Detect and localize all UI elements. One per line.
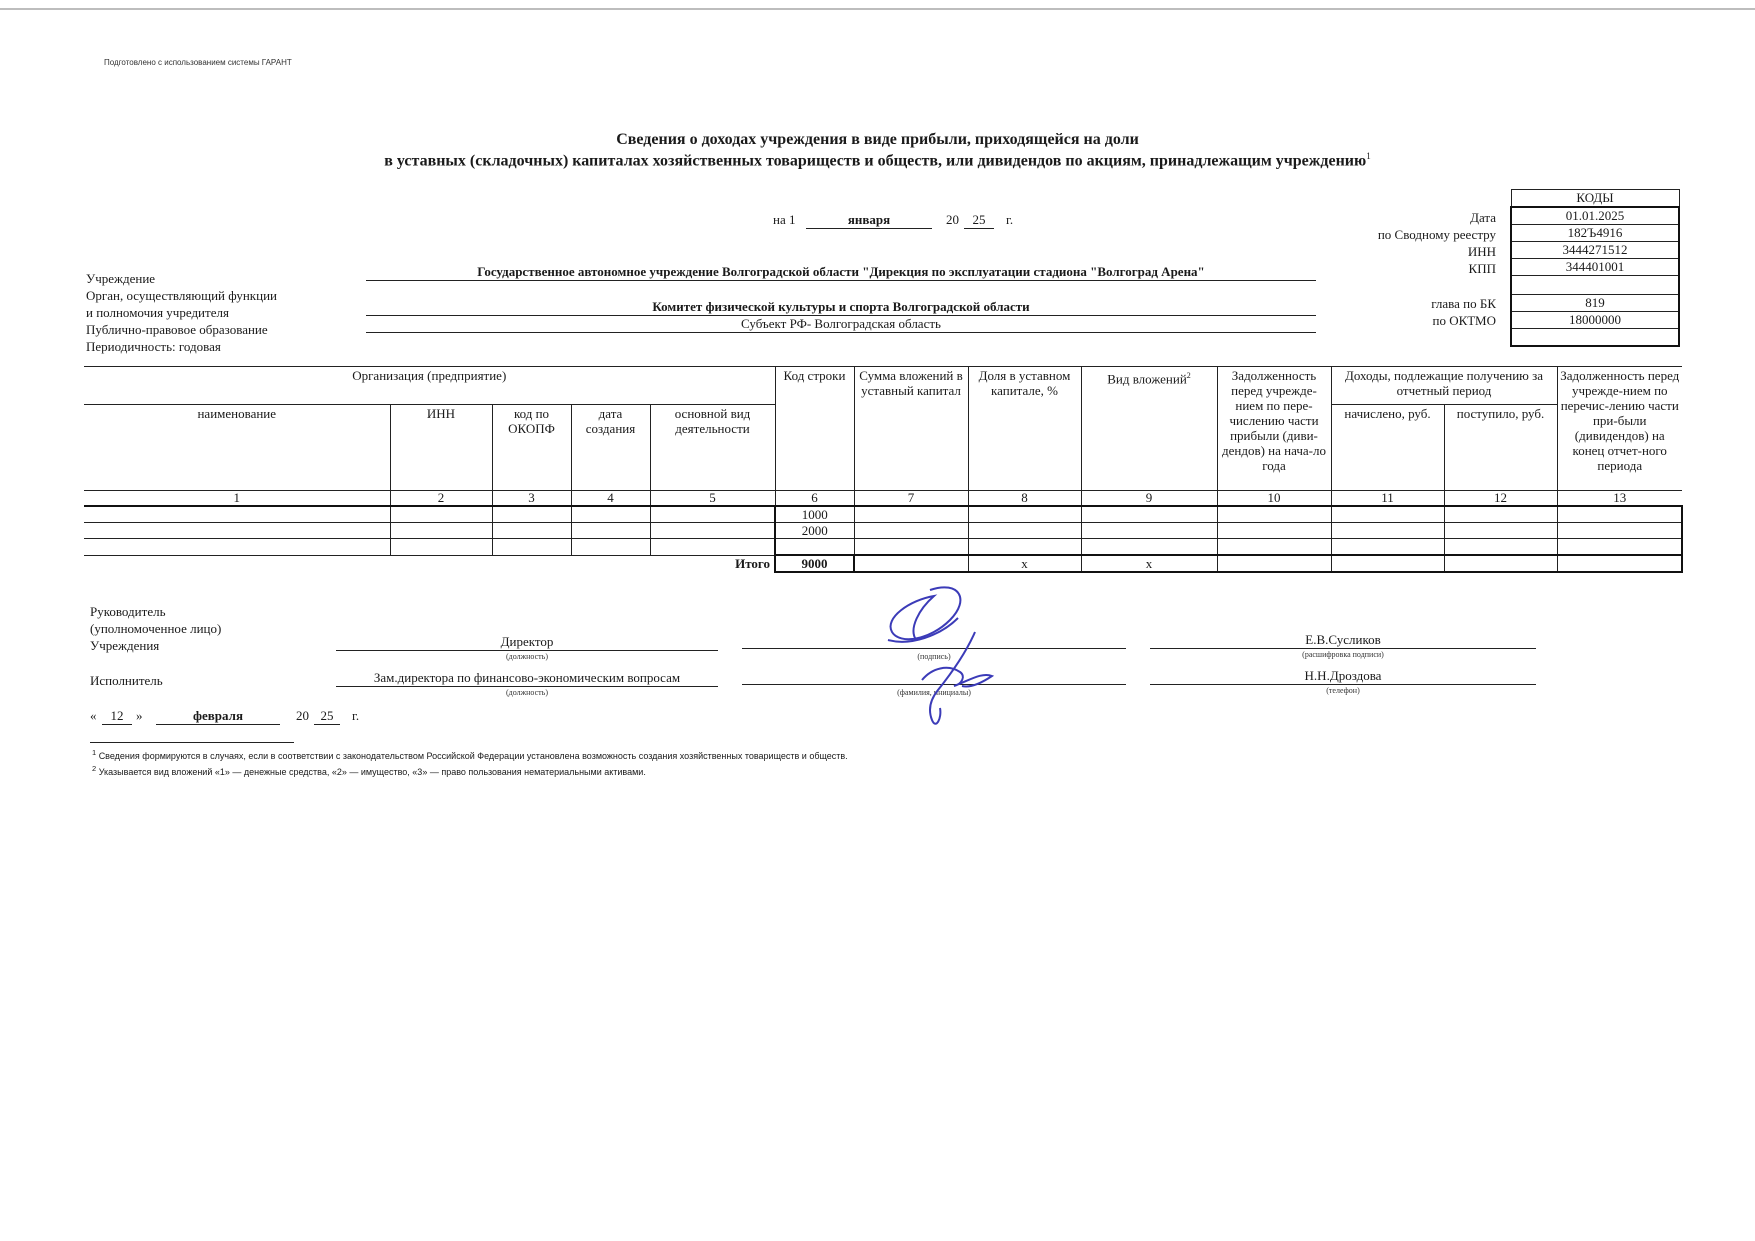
- title-footnote-ref: 1: [1366, 151, 1371, 161]
- code-label-inn: ИНН: [1467, 244, 1496, 259]
- caption-phone: (телефон): [1326, 686, 1360, 695]
- codes-header: КОДЫ: [1511, 190, 1679, 208]
- caption-signature: (подпись): [917, 652, 951, 661]
- cell: [1217, 506, 1331, 523]
- cell: [968, 539, 1081, 556]
- date-year: 25: [964, 212, 994, 229]
- total-row: [84, 555, 1682, 572]
- total-code: 9000: [775, 555, 854, 572]
- cell: [1081, 539, 1217, 556]
- date-month: января: [806, 212, 932, 229]
- cell: [1444, 539, 1557, 556]
- date-suffix: г.: [1006, 212, 1014, 227]
- value-organ: Комитет физической культуры и спорта Волгоградской области: [366, 299, 1316, 316]
- cell: [1331, 506, 1444, 523]
- cell: [390, 539, 492, 556]
- label-organ-2: и полномочия учредителя: [86, 305, 229, 320]
- col-num-6: 6: [775, 491, 854, 507]
- th-accrued: начислено, руб.: [1331, 405, 1444, 491]
- th-investment-kind-text: Вид вложений: [1107, 371, 1187, 387]
- footnote-2-text: Указывается вид вложений «1» — денежные средства, «2» — имущество, «3» — право пользования нематериальными активами.: [98, 767, 646, 777]
- code-label-oktmo: по ОКТМО: [1432, 313, 1496, 328]
- footnote-1-text: Сведения формируются в случаях, если в соответствии с законодательством Российской Федерации установлена возможность создания хозяйственных товариществ и обществ.: [98, 751, 848, 761]
- cell: [492, 539, 571, 556]
- head-name: Е.В.Сусликов: [1150, 632, 1536, 649]
- sig-executor: Исполнитель: [90, 673, 163, 688]
- cell: [650, 523, 775, 539]
- footnote-2: [92, 764, 646, 777]
- caption-decode: (расшифровка подписи): [1302, 650, 1384, 659]
- cell: [571, 523, 650, 539]
- col-num-8: 8: [968, 491, 1081, 507]
- header-note: Подготовлено с использованием системы ГАРАНТ: [104, 58, 292, 67]
- th-activity: основной вид деятельности: [650, 405, 775, 491]
- col-num-2: 2: [390, 491, 492, 507]
- th-debt-start: Задолженность перед учрежде-нием по пере-числению части прибыли (диви-дендов) на нача-ло года: [1217, 367, 1331, 491]
- th-investment-kind: [1081, 367, 1217, 491]
- sign-date-close: »: [136, 708, 143, 723]
- table-row: [84, 539, 1682, 556]
- code-value-empty-2: [1511, 329, 1679, 347]
- cell: [650, 506, 775, 523]
- th-line-code: Код строки: [775, 367, 854, 491]
- cell: [492, 506, 571, 523]
- footnote-2-ref: 2: [92, 764, 97, 773]
- cell: [1557, 539, 1682, 556]
- code-label-date: Дата: [1470, 210, 1496, 225]
- label-public-entity: Публично-правовое образование: [86, 322, 268, 337]
- col-num-12: 12: [1444, 491, 1557, 507]
- code-value-date: 01.01.2025: [1511, 207, 1679, 225]
- th-created: дата создания: [571, 405, 650, 491]
- row2-code: 2000: [775, 523, 854, 539]
- cell: [775, 539, 854, 556]
- date-year-prefix: 20: [946, 212, 959, 227]
- caption-fio: (фамилия, инициалы): [897, 688, 971, 697]
- total-share-x: х: [968, 555, 1081, 572]
- executor-position: Зам.директора по финансово-экономическим вопросам: [336, 670, 718, 687]
- cell: [1557, 506, 1682, 523]
- col-num-5: 5: [650, 491, 775, 507]
- th-investment-sum: Сумма вложений в уставный капитал: [854, 367, 968, 491]
- cell: [1217, 523, 1331, 539]
- value-public-entity: Субъект РФ- Волгоградская область: [366, 316, 1316, 333]
- total-kind-x: х: [1081, 555, 1217, 572]
- footnote-divider: [90, 742, 294, 743]
- col-num-1: 1: [84, 491, 390, 507]
- cell: [390, 523, 492, 539]
- footnote-1-ref: 1: [92, 748, 97, 757]
- sig-head-2: (уполномоченное лицо): [90, 621, 222, 636]
- col-num-3: 3: [492, 491, 571, 507]
- cell: [854, 523, 968, 539]
- title-line-1: Сведения о доходах учреждения в виде прибыли, приходящейся на доли: [616, 131, 1139, 148]
- cell: [84, 506, 390, 523]
- col-num-11: 11: [1331, 491, 1444, 507]
- cell: [492, 523, 571, 539]
- head-position: Директор: [336, 634, 718, 651]
- value-institution: Государственное автономное учреждение Волгоградской области "Дирекция по эксплуатации стадиона "Волгоград Арена": [366, 264, 1316, 281]
- label-institution: Учреждение: [86, 271, 156, 286]
- cell: [571, 539, 650, 556]
- cell: [650, 539, 775, 556]
- th-inn: ИНН: [390, 405, 492, 491]
- th-capital-share: Доля в уставном капитале, %: [968, 367, 1081, 491]
- th-debt-end: Задолженность перед учрежде-нием по перечис-лению части при-были (дивидендов) на конец отчет-ного периода: [1557, 367, 1682, 491]
- col-num-4: 4: [571, 491, 650, 507]
- executor-name: Н.Н.Дроздова: [1150, 668, 1536, 685]
- cell: [854, 555, 968, 572]
- scan-edge: [0, 8, 1755, 10]
- caption-exec-position: (должность): [506, 688, 548, 697]
- table-row: [84, 523, 1682, 539]
- cell: [571, 506, 650, 523]
- cell: [84, 539, 390, 556]
- cell: [968, 523, 1081, 539]
- row1-code: 1000: [775, 506, 854, 523]
- caption-position: (должность): [506, 652, 548, 661]
- sign-year-suffix: г.: [352, 708, 360, 723]
- cell: [1444, 555, 1557, 572]
- total-label: Итого: [735, 556, 770, 572]
- title-line-2: [0, 151, 1755, 170]
- cell: [84, 523, 390, 539]
- cell: [854, 539, 968, 556]
- code-value-empty-1: [1511, 276, 1679, 295]
- cell: [968, 506, 1081, 523]
- th-income: Доходы, подлежащие получению за отчетный период: [1331, 367, 1557, 405]
- col-num-13: 13: [1557, 491, 1682, 507]
- th-organization: Организация (предприятие): [84, 367, 775, 405]
- sign-day: 12: [102, 708, 132, 725]
- label-organ-1: Орган, осуществляющий функции: [86, 288, 277, 303]
- code-label-kpp: КПП: [1468, 261, 1496, 276]
- cell: [854, 506, 968, 523]
- th-received: поступило, руб.: [1444, 405, 1557, 491]
- sign-date-open: «: [90, 708, 97, 723]
- th-investment-kind-ref: 2: [1186, 371, 1191, 380]
- th-okopf: код по ОКОПФ: [492, 405, 571, 491]
- sign-year: 25: [314, 708, 340, 725]
- cell: [1331, 523, 1444, 539]
- th-name: наименование: [84, 405, 390, 491]
- table-row: [84, 506, 1682, 523]
- code-value-kpp: 344401001: [1511, 259, 1679, 276]
- cell: [1444, 506, 1557, 523]
- sign-month: февраля: [156, 708, 280, 725]
- cell: [1557, 523, 1682, 539]
- col-num-7: 7: [854, 491, 968, 507]
- code-value-oktmo: 18000000: [1511, 312, 1679, 329]
- cell: [1331, 555, 1444, 572]
- cell: [1081, 523, 1217, 539]
- cell: [1081, 506, 1217, 523]
- sig-head-1: Руководитель: [90, 604, 166, 619]
- sign-year-prefix: 20: [296, 708, 309, 723]
- code-label-bk: глава по БК: [1431, 296, 1496, 311]
- cell: [1331, 539, 1444, 556]
- handwritten-signature: [870, 580, 1010, 740]
- sig-head-3: Учреждения: [90, 638, 160, 653]
- code-value-bk: 819: [1511, 295, 1679, 312]
- col-num-10: 10: [1217, 491, 1331, 507]
- code-label-registry: по Сводному реестру: [1377, 227, 1496, 242]
- date-prefix: на 1: [773, 212, 796, 227]
- cell: [390, 506, 492, 523]
- income-table: [84, 366, 1683, 573]
- col-num-9: 9: [1081, 491, 1217, 507]
- cell: [1217, 539, 1331, 556]
- footnote-1: [92, 748, 848, 761]
- code-value-inn: 3444271512: [1511, 242, 1679, 259]
- label-periodicity: Периодичность: годовая: [86, 339, 221, 354]
- title-line-2-text: в уставных (складочных) капиталах хозяйственных товариществ и обществ, или дивидендов по акциям, принадлежащим учреждению: [384, 152, 1367, 170]
- cell: [1557, 555, 1682, 572]
- cell: [1217, 555, 1331, 572]
- code-value-registry: 182Ъ4916: [1511, 225, 1679, 242]
- cell: [1444, 523, 1557, 539]
- codes-table: [1510, 189, 1680, 347]
